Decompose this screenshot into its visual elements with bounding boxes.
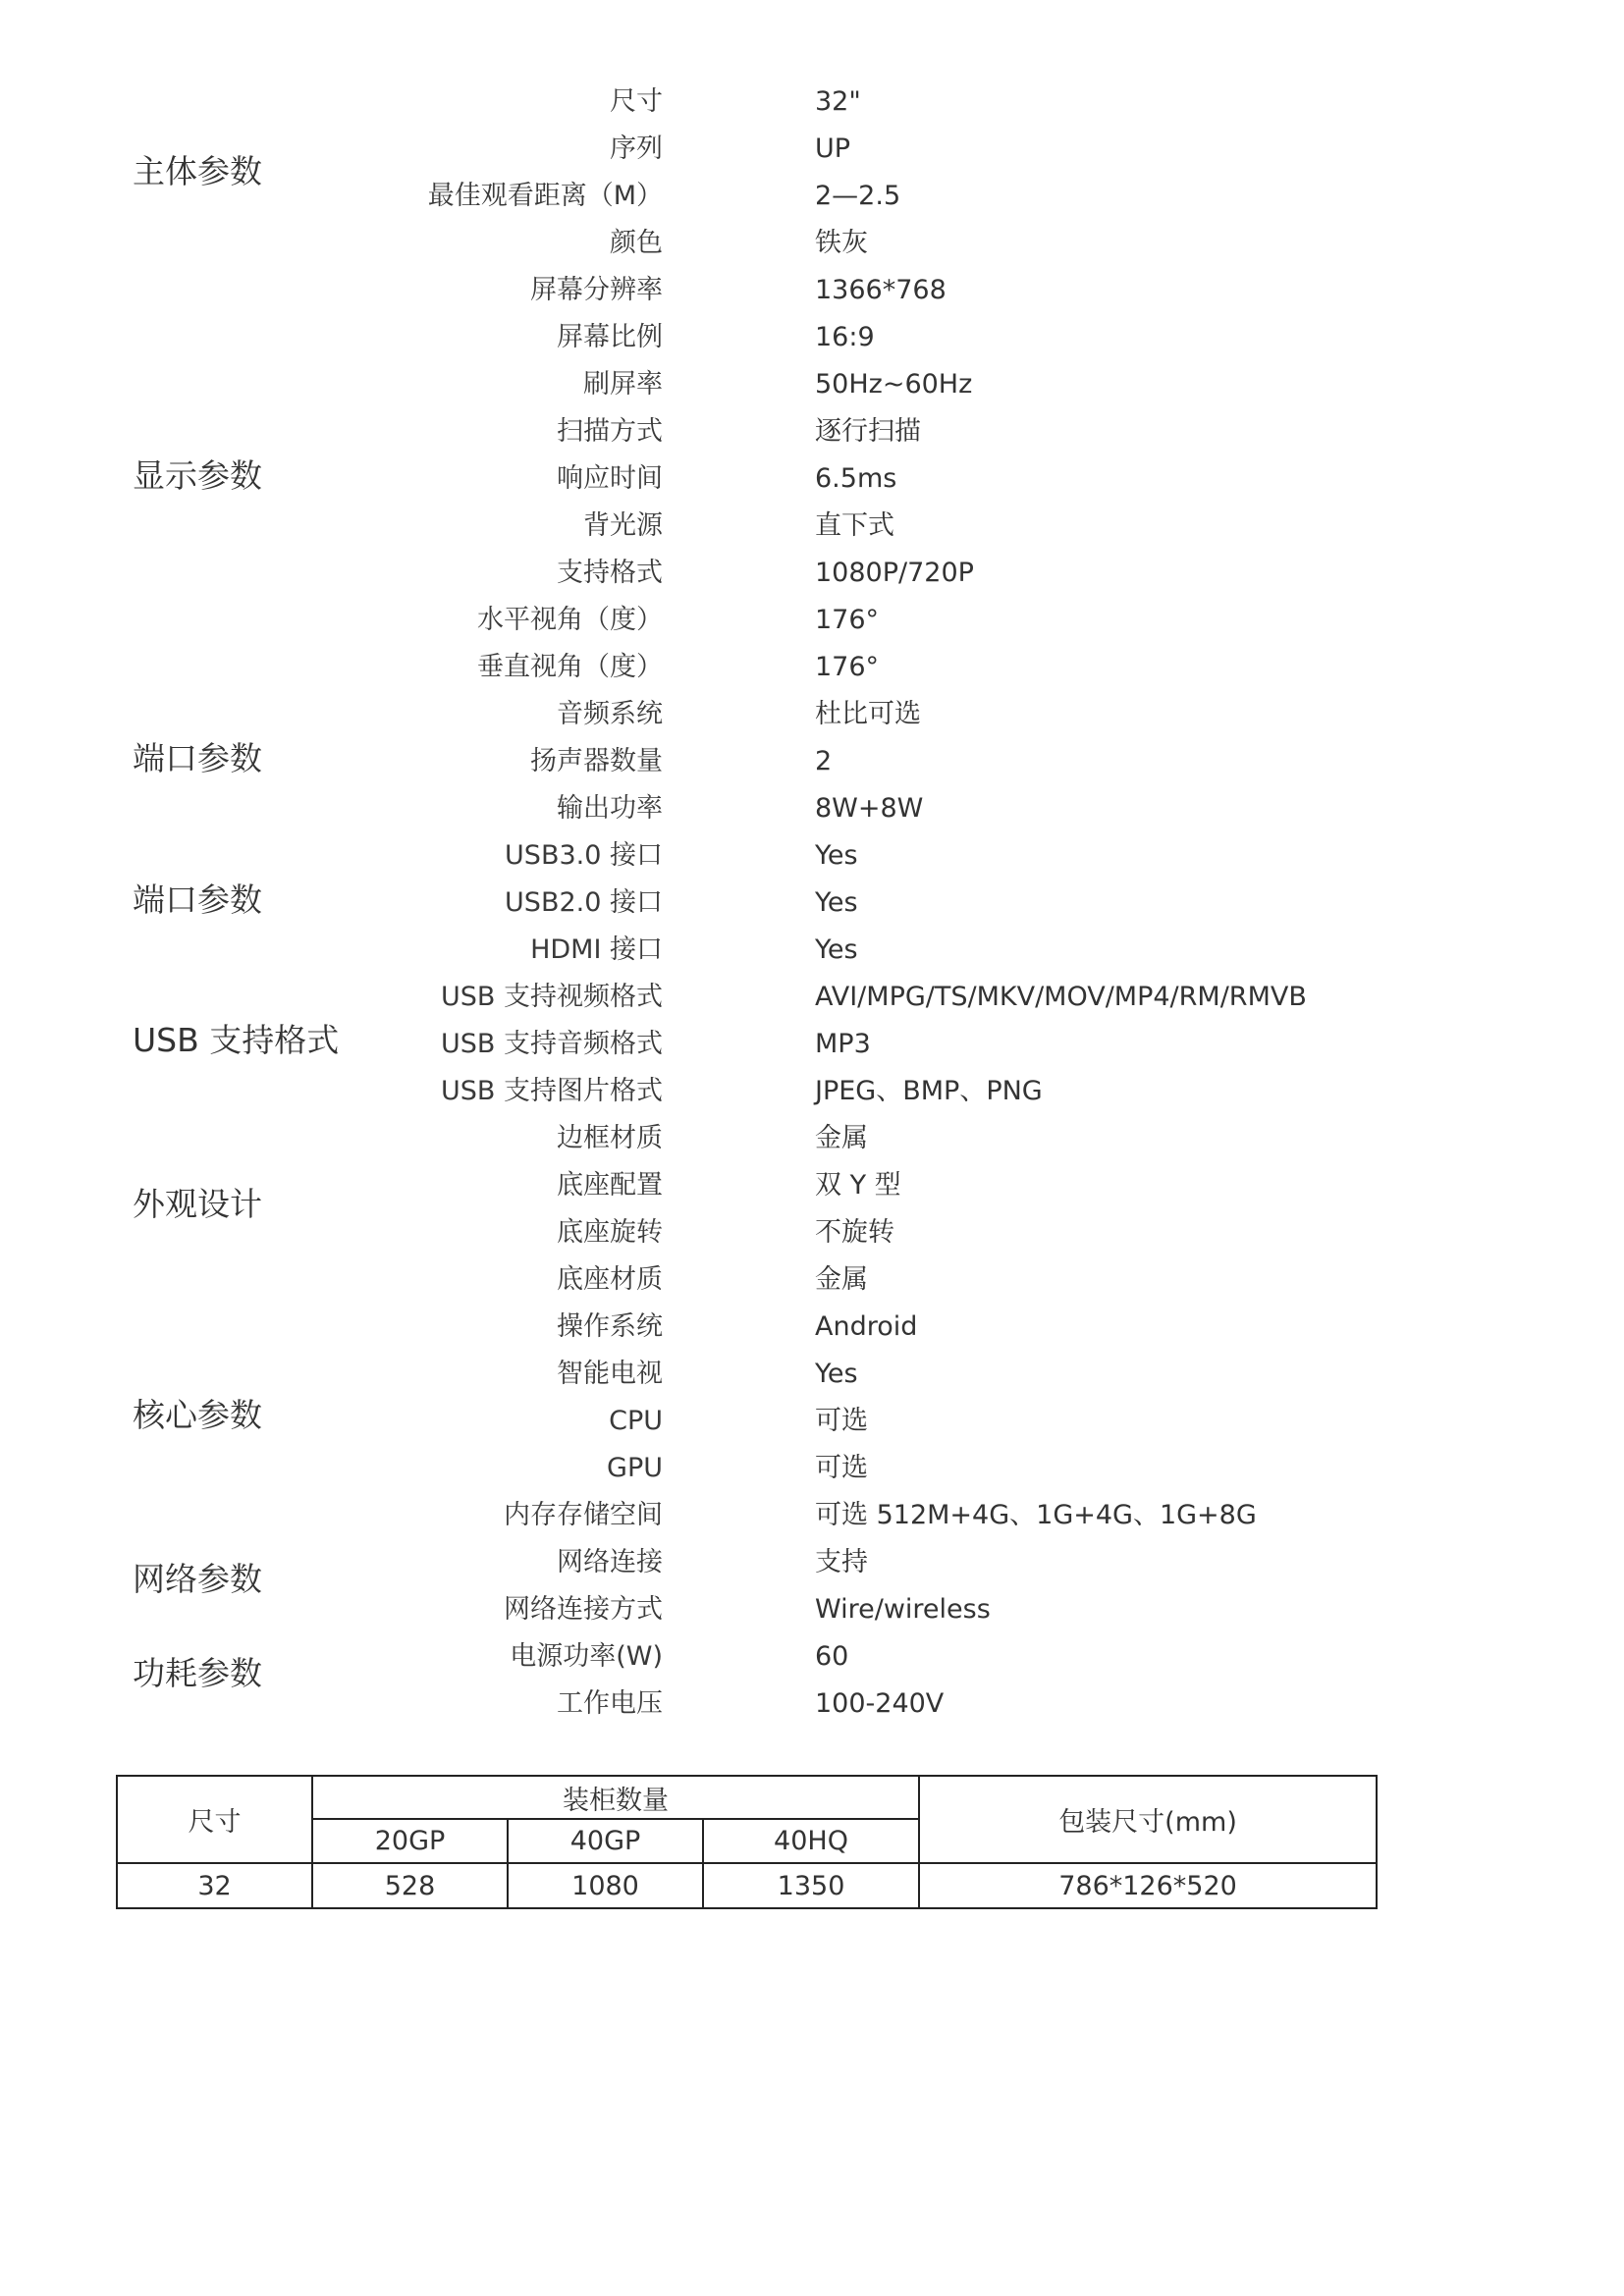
spec-value: 32" — [815, 86, 861, 117]
spec-value: Yes — [815, 934, 858, 965]
spec-value: 1366*768 — [815, 275, 947, 305]
spec-label: 工作电压 — [557, 1688, 663, 1719]
spec-row — [0, 644, 1624, 691]
spec-row — [0, 1115, 1624, 1162]
spec-label: USB 支持图片格式 — [440, 1076, 663, 1106]
spec-row — [0, 1492, 1624, 1539]
spec-label: USB2.0 接口 — [505, 887, 663, 918]
spec-value: 176° — [815, 605, 880, 635]
spec-value: JPEG、BMP、PNG — [815, 1076, 1043, 1106]
spec-label: 内存存储空间 — [504, 1500, 663, 1530]
spec-value: 176° — [815, 652, 880, 682]
spec-row — [0, 550, 1624, 597]
spec-label: GPU — [607, 1453, 663, 1483]
spec-label: 垂直视角（度） — [477, 652, 663, 682]
spec-row — [0, 267, 1624, 314]
spec-label: 最佳观看距离（M） — [427, 181, 663, 211]
spec-label: USB3.0 接口 — [505, 840, 663, 871]
group-label-main: 主体参数 — [133, 152, 262, 190]
packing-cell-size: 32 — [117, 1863, 312, 1908]
spec-label: 底座材质 — [557, 1264, 663, 1295]
spec-label: 智能电视 — [557, 1359, 663, 1389]
spec-value: 直下式 — [815, 510, 894, 541]
spec-value: 金属 — [815, 1123, 868, 1153]
spec-value: MP3 — [815, 1029, 871, 1059]
spec-row — [0, 361, 1624, 408]
spec-label: 输出功率 — [557, 793, 663, 824]
spec-value: Wire/wireless — [815, 1594, 991, 1625]
spec-value: 1080P/720P — [815, 558, 974, 588]
spec-value: 可选 — [815, 1453, 868, 1483]
spec-label: 边框材质 — [557, 1123, 663, 1153]
spec-label: 刷屏率 — [583, 369, 663, 400]
group-label-display: 显示参数 — [133, 456, 262, 495]
spec-row — [0, 974, 1624, 1021]
spec-label: 操作系统 — [557, 1311, 663, 1342]
packing-table — [116, 1775, 1378, 1909]
spec-row — [0, 503, 1624, 550]
spec-value: 逐行扫描 — [815, 416, 921, 447]
spec-row — [0, 79, 1624, 126]
group-label-port-io: 端口参数 — [133, 881, 262, 919]
packing-cell-20gp: 528 — [312, 1863, 508, 1908]
spec-value: 2—2.5 — [815, 181, 901, 211]
spec-row — [0, 1256, 1624, 1304]
spec-value: Android — [815, 1311, 918, 1342]
spec-row — [0, 738, 1624, 785]
spec-value: 可选 512M+4G、1G+4G、1G+8G — [815, 1500, 1257, 1530]
group-label-appearance: 外观设计 — [133, 1185, 262, 1223]
spec-row — [0, 1445, 1624, 1492]
spec-row — [0, 1633, 1624, 1681]
spec-value: Yes — [815, 1359, 858, 1389]
spec-row — [0, 597, 1624, 644]
spec-value: Yes — [815, 840, 858, 871]
spec-value: 60 — [815, 1641, 849, 1672]
spec-value: 8W+8W — [815, 793, 924, 824]
spec-row — [0, 455, 1624, 503]
spec-value: 2 — [815, 746, 833, 776]
spec-label: CPU — [609, 1406, 663, 1436]
spec-row — [0, 314, 1624, 361]
spec-row — [0, 220, 1624, 267]
spec-row — [0, 173, 1624, 220]
spec-row — [0, 927, 1624, 974]
group-label-usb-formats: USB 支持格式 — [133, 1021, 340, 1059]
packing-header-package-size: 包装尺寸(mm) — [919, 1776, 1377, 1863]
spec-label: 扫描方式 — [557, 416, 663, 447]
spec-label: 序列 — [610, 133, 663, 164]
spec-label: 屏幕比例 — [557, 322, 663, 352]
spec-label: 音频系统 — [557, 699, 663, 729]
spec-value: 双 Y 型 — [815, 1170, 901, 1201]
spec-row — [0, 1209, 1624, 1256]
spec-row — [0, 1021, 1624, 1068]
spec-row — [0, 1539, 1624, 1586]
spec-value: Yes — [815, 887, 858, 918]
spec-row — [0, 1398, 1624, 1445]
spec-row — [0, 832, 1624, 880]
spec-row — [0, 126, 1624, 173]
spec-value: 支持 — [815, 1547, 868, 1577]
packing-cell-40hq: 1350 — [703, 1863, 919, 1908]
spec-label: 网络连接方式 — [504, 1594, 663, 1625]
spec-row — [0, 1351, 1624, 1398]
spec-value: 16:9 — [815, 322, 875, 352]
spec-label: 支持格式 — [557, 558, 663, 588]
group-label-port-audio: 端口参数 — [133, 739, 262, 777]
group-label-network: 网络参数 — [133, 1560, 262, 1598]
spec-label: 背光源 — [583, 510, 663, 541]
spec-label: USB 支持视频格式 — [440, 982, 663, 1012]
spec-label: USB 支持音频格式 — [440, 1029, 663, 1059]
spec-row — [0, 1162, 1624, 1209]
spec-row — [0, 1068, 1624, 1115]
spec-row — [0, 1586, 1624, 1633]
spec-label: 屏幕分辨率 — [530, 275, 663, 305]
packing-cell-40gp: 1080 — [508, 1863, 703, 1908]
spec-row — [0, 1304, 1624, 1351]
spec-value: AVI/MPG/TS/MKV/MOV/MP4/RM/RMVB — [815, 982, 1307, 1012]
spec-label: 响应时间 — [557, 463, 663, 494]
spec-value: 50Hz~60Hz — [815, 369, 973, 400]
spec-label: 底座配置 — [557, 1170, 663, 1201]
packing-header-40hq: 40HQ — [703, 1819, 919, 1863]
spec-row — [0, 880, 1624, 927]
spec-label: 电源功率(W) — [510, 1641, 663, 1672]
spec-value: UP — [815, 133, 851, 164]
group-label-power: 功耗参数 — [133, 1654, 262, 1692]
spec-label: 底座旋转 — [557, 1217, 663, 1248]
packing-header-size: 尺寸 — [117, 1776, 312, 1863]
spec-label: 水平视角（度） — [477, 605, 663, 635]
spec-row — [0, 785, 1624, 832]
spec-label: 网络连接 — [557, 1547, 663, 1577]
spec-row — [0, 691, 1624, 738]
group-label-core: 核心参数 — [133, 1396, 262, 1434]
packing-table-header-row — [117, 1776, 1377, 1819]
packing-header-20gp: 20GP — [312, 1819, 508, 1863]
spec-value: 6.5ms — [815, 463, 897, 494]
spec-label: 尺寸 — [610, 86, 663, 117]
packing-header-40gp: 40GP — [508, 1819, 703, 1863]
spec-row — [0, 408, 1624, 455]
spec-value: 不旋转 — [815, 1217, 894, 1248]
spec-value: 铁灰 — [815, 228, 868, 258]
packing-header-container-qty: 装柜数量 — [312, 1776, 919, 1819]
spec-label: 扬声器数量 — [530, 746, 663, 776]
spec-value: 杜比可选 — [815, 699, 921, 729]
packing-cell-package: 786*126*520 — [919, 1863, 1377, 1908]
table-row — [117, 1863, 1377, 1908]
spec-label: 颜色 — [610, 228, 663, 258]
spec-row — [0, 1681, 1624, 1728]
spec-label: HDMI 接口 — [530, 934, 663, 965]
spec-value: 金属 — [815, 1264, 868, 1295]
spec-value: 可选 — [815, 1406, 868, 1436]
spec-value: 100-240V — [815, 1688, 945, 1719]
